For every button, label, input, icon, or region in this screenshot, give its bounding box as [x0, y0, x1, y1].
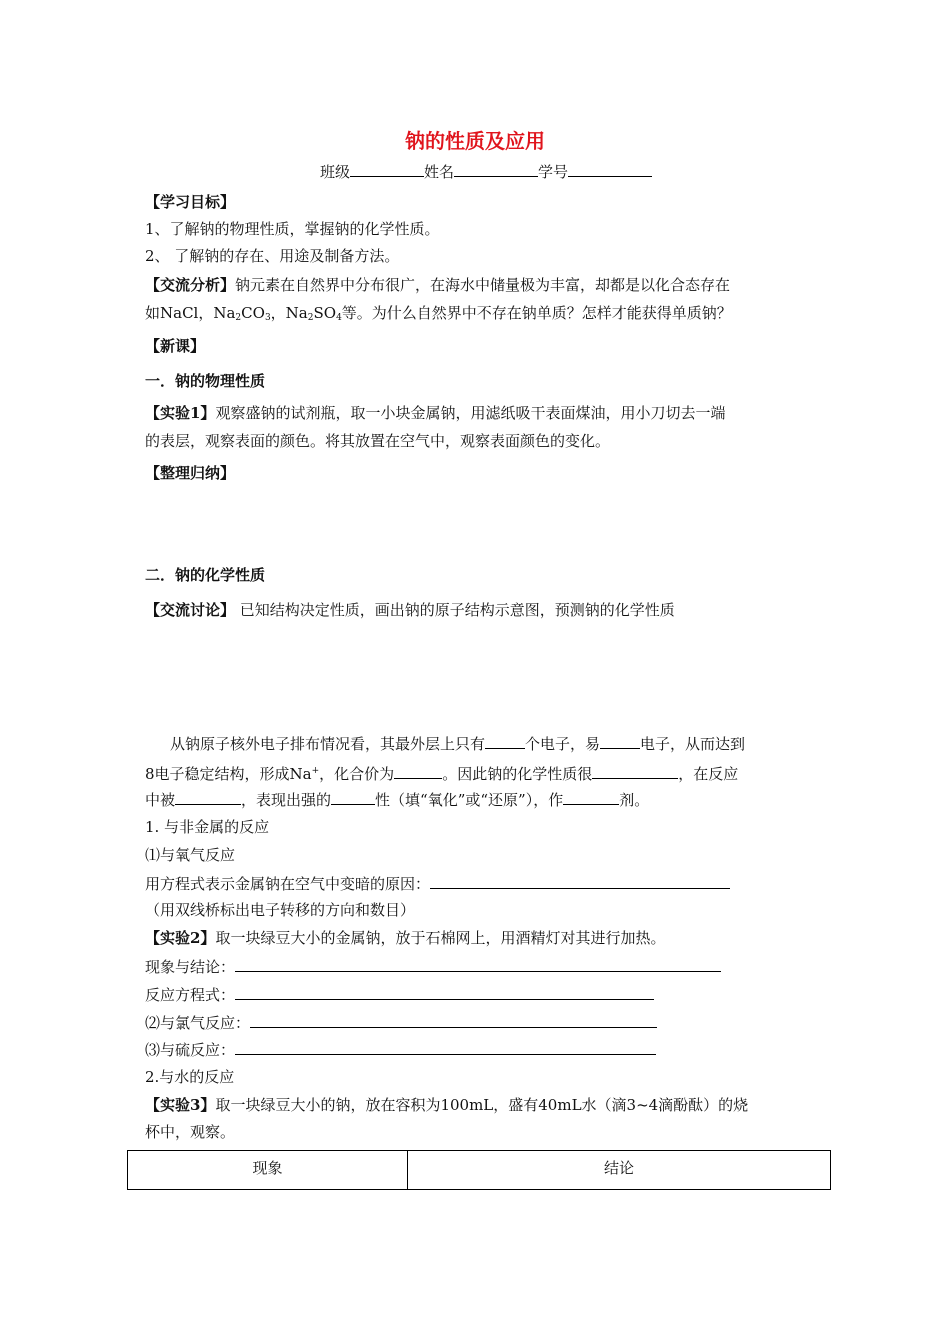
blank[interactable] — [563, 789, 619, 805]
name-label: 姓名 — [424, 163, 455, 181]
new-lesson-heading: 【新课】 — [145, 337, 206, 355]
nonmetal-heading: 1. 与非金属的反应 — [145, 818, 270, 836]
exp1-label: 【实验1】 — [145, 404, 216, 422]
summary-heading: 【整理归纳】 — [145, 464, 236, 482]
exp1-line-2: 的表层，观察表面的颜色。将其放置在空气中，观察表面颜色的变化。 — [145, 432, 611, 450]
para-line-3 — [145, 789, 649, 810]
subscript: 4 — [336, 313, 342, 323]
exp3-text: 取一块绿豆大小的钠，放在容积为100mL，盛有40mL水（滴3~4滴酚酞）的烧 — [215, 1096, 749, 1114]
blank[interactable] — [600, 733, 640, 749]
chlorine-line — [145, 1012, 657, 1033]
discuss-text: 已知结构决定性质，画出钠的原子结构示意图，预测钠的化学性质 — [235, 601, 675, 619]
class-label: 班级 — [320, 163, 351, 181]
name-blank[interactable] — [454, 161, 538, 177]
phenomenon-line — [145, 956, 721, 977]
exp2-label: 【实验2】 — [145, 929, 216, 947]
header-conclusion: 结论 — [408, 1151, 831, 1190]
exchange-text: SO — [313, 304, 337, 322]
exchange-heading: 【交流分析】 — [145, 276, 236, 294]
exchange-text: 如NaCl，Na — [145, 304, 236, 322]
para-text: 性（填“氧化”或“还原”），作 — [375, 791, 564, 809]
exp3-line-1 — [145, 1095, 748, 1115]
exchange-text: CO — [241, 304, 265, 322]
answer-line[interactable] — [235, 1039, 656, 1055]
exp1-line-1 — [145, 403, 725, 423]
exp1-text: 观察盛钠的试剂瓶，取一小块金属钠，用滤纸吸干表面煤油，用小刀切去一端 — [215, 404, 726, 422]
blank[interactable] — [485, 733, 525, 749]
discuss-label: 【交流讨论】 — [145, 601, 236, 619]
equation-line — [145, 873, 730, 894]
water-heading: 2.与水的反应 — [145, 1068, 235, 1086]
class-blank[interactable] — [350, 161, 424, 177]
subscript: 3 — [264, 313, 271, 323]
blank[interactable] — [592, 763, 678, 779]
reaction-eq-label: 反应方程式： — [145, 986, 236, 1004]
equation-prompt: 用方程式表示金属钠在空气中变暗的原因： — [145, 875, 431, 893]
superscript: + — [311, 766, 320, 776]
para-text: ，化合价为 — [319, 765, 395, 783]
blank[interactable] — [394, 763, 442, 779]
exp2-line — [145, 928, 665, 948]
number-blank[interactable] — [568, 161, 652, 177]
student-info — [320, 161, 652, 182]
subscript: 2 — [235, 313, 242, 323]
exchange-text: ，Na — [270, 304, 308, 322]
para-text: 从钠原子核外电子排布情况看，其最外层上只有 — [170, 735, 486, 753]
objective-1: 1、了解钠的物理性质，掌握钠的化学性质。 — [145, 220, 440, 238]
para-text: ，在反应 — [678, 765, 739, 783]
para-text: 电子，从而达到 — [640, 735, 746, 753]
phenomenon-label: 现象与结论： — [145, 958, 236, 976]
answer-line[interactable] — [250, 1012, 657, 1028]
para-text: 剂。 — [619, 791, 650, 809]
exp3-label: 【实验3】 — [145, 1096, 216, 1114]
para-text: ，表现出强的 — [241, 791, 332, 809]
para-text: 8电子稳定结构，形成Na — [145, 765, 312, 783]
chlorine-label: ⑵与氯气反应： — [145, 1014, 251, 1032]
table-header-row — [128, 1151, 831, 1190]
exchange-line-2 — [145, 303, 732, 328]
para-text: 。因此钠的化学性质很 — [442, 765, 593, 783]
objectives-heading: 【学习目标】 — [145, 193, 236, 211]
number-label: 学号 — [538, 163, 569, 181]
answer-line[interactable] — [235, 956, 721, 972]
exp3-line-2: 杯中，观察。 — [145, 1123, 236, 1141]
sulfur-line — [145, 1039, 656, 1060]
exchange-line-1 — [145, 275, 730, 295]
reaction-eq-line — [145, 984, 654, 1005]
exchange-text-1: 钠元素在自然界中分布很广，在海水中储量极为丰富，却都是以化合态存在 — [235, 276, 731, 294]
page-title: 钠的性质及应用 — [405, 129, 545, 153]
blank[interactable] — [175, 789, 241, 805]
para-text: 个电子，易 — [525, 735, 601, 753]
oxygen-heading: ⑴与氧气反应 — [145, 846, 236, 864]
bridge-note: （用双线桥标出电子转移的方向和数目） — [145, 901, 416, 919]
section1-heading: 一．钠的物理性质 — [145, 372, 266, 390]
discuss-line — [145, 600, 675, 620]
para-line-2 — [145, 761, 738, 784]
answer-line[interactable] — [235, 984, 654, 1000]
subscript: 2 — [307, 313, 314, 323]
answer-line[interactable] — [430, 873, 730, 889]
exp2-text: 取一块绿豆大小的金属钠，放于石棉网上，用酒精灯对其进行加热。 — [215, 929, 666, 947]
para-text: 中被 — [145, 791, 176, 809]
exchange-text: 等。为什么自然界中不存在钠单质？怎样才能获得单质钠？ — [341, 304, 732, 322]
section2-heading: 二．钠的化学性质 — [145, 566, 266, 584]
results-table — [127, 1150, 831, 1190]
para-line-1 — [170, 733, 745, 754]
sulfur-label: ⑶与硫反应： — [145, 1041, 236, 1059]
header-phenomenon: 现象 — [128, 1151, 408, 1190]
objective-2: 2、 了解钠的存在、用途及制备方法。 — [145, 247, 400, 265]
blank[interactable] — [331, 789, 375, 805]
